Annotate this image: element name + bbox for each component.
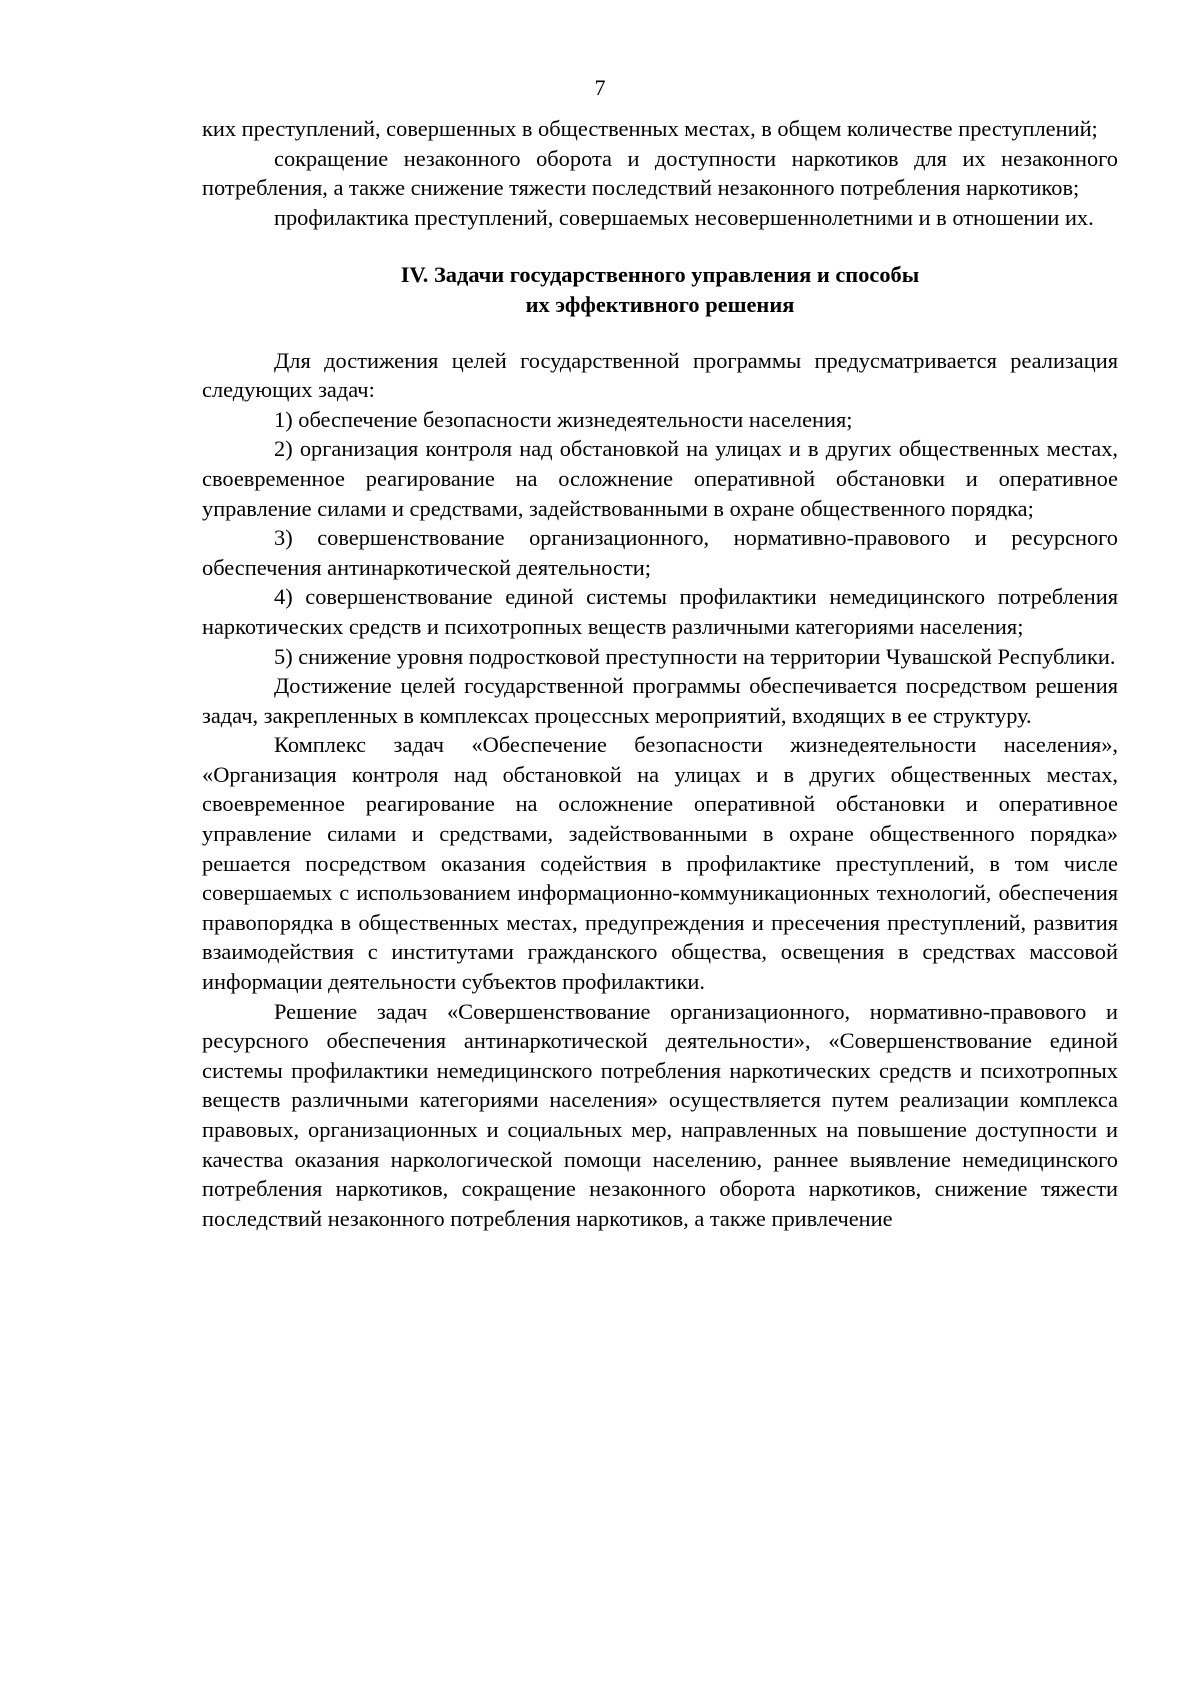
section-heading [202, 260, 1118, 319]
task-item-2: 2) организация контроля над обстановкой на улицах и в других общественных местах, своевременное реагирование на осложнение оперативной обстановки и оперативное управление силами и средствами, задействованными в охране общественного порядка; [202, 436, 1118, 521]
task-item-5: 5) снижение уровня подростковой преступности на территории Чувашской Республики. [274, 643, 1116, 669]
document-body [202, 114, 1118, 1233]
paragraph-top-1: ких преступлений, совершенных в общественных местах, в общем количестве преступлений; [202, 116, 1098, 141]
paragraph-top-2: сокращение незаконного оборота и доступности наркотиков для их незаконного потребления, а также снижение тяжести последствий незаконного потребления наркотиков; [202, 145, 1118, 201]
paragraph-top-3: профилактика преступлений, совершаемых несовершеннолетними и в отношении их. [274, 204, 1094, 230]
paragraph-complex-tasks: Комплекс задач «Обеспечение безопасности жизнедеятельности населения», «Организация контроля над обстановкой на улицах и в других общественных местах, своевременное реагирование на осложнение оперативной обстановки и оперативное управление силами и средствами, задействованными в охране общественного порядка» решается посредством оказания содействия в профилактике преступлений, в том числе совершаемых с использованием информационно-коммуникационных технологий, обеспечения правопорядка в общественных местах, предупреждения и пресечения преступлений, развития взаимодействия с институтами гражданского общества, освещения в средствах массовой информации деятельности субъектов профилактики. [202, 732, 1118, 995]
section-heading-line-2: их эффективного решения [525, 291, 795, 317]
task-item-4: 4) совершенствование единой системы профилактики немедицинского потребления наркотических средств и психотропных веществ различными категориями населения; [202, 584, 1118, 639]
paragraph-achievement: Достижение целей государственной программы обеспечивается посредством решения задач, закрепленных в комплексах процессных мероприятий, входящих в ее структуру. [202, 673, 1118, 728]
page-number: 7 [594, 75, 606, 100]
paragraph-intro: Для достижения целей государственной программы предусматривается реализация следующих задач: [202, 347, 1118, 403]
paragraph-solution: Решение задач «Совершенствование организационного, нормативно-правового и ресурсного обеспечения антинаркотической деятельности», «Совершенствование единой системы профилактики немедицинского потребления наркотических средств и психотропных веществ различными категориями населения» осуществляется путем реализации комплекса правовых, организационных и социальных мер, направленных на повышение доступности и качества оказания наркологической помощи населению, раннее выявление немедицинского потребления наркотиков, сокращение незаконного оборота наркотиков, снижение тяжести последствий незаконного потребления наркотиков, а также привлечение [202, 998, 1118, 1231]
section-heading-line-1: IV. Задачи государственного управления и способы [400, 262, 920, 288]
task-item-3: 3) совершенствование организационного, нормативно-правового и ресурсного обеспечения антинаркотической деятельности; [202, 525, 1118, 580]
task-item-1: 1) обеспечение безопасности жизнедеятельности населения; [274, 406, 853, 432]
